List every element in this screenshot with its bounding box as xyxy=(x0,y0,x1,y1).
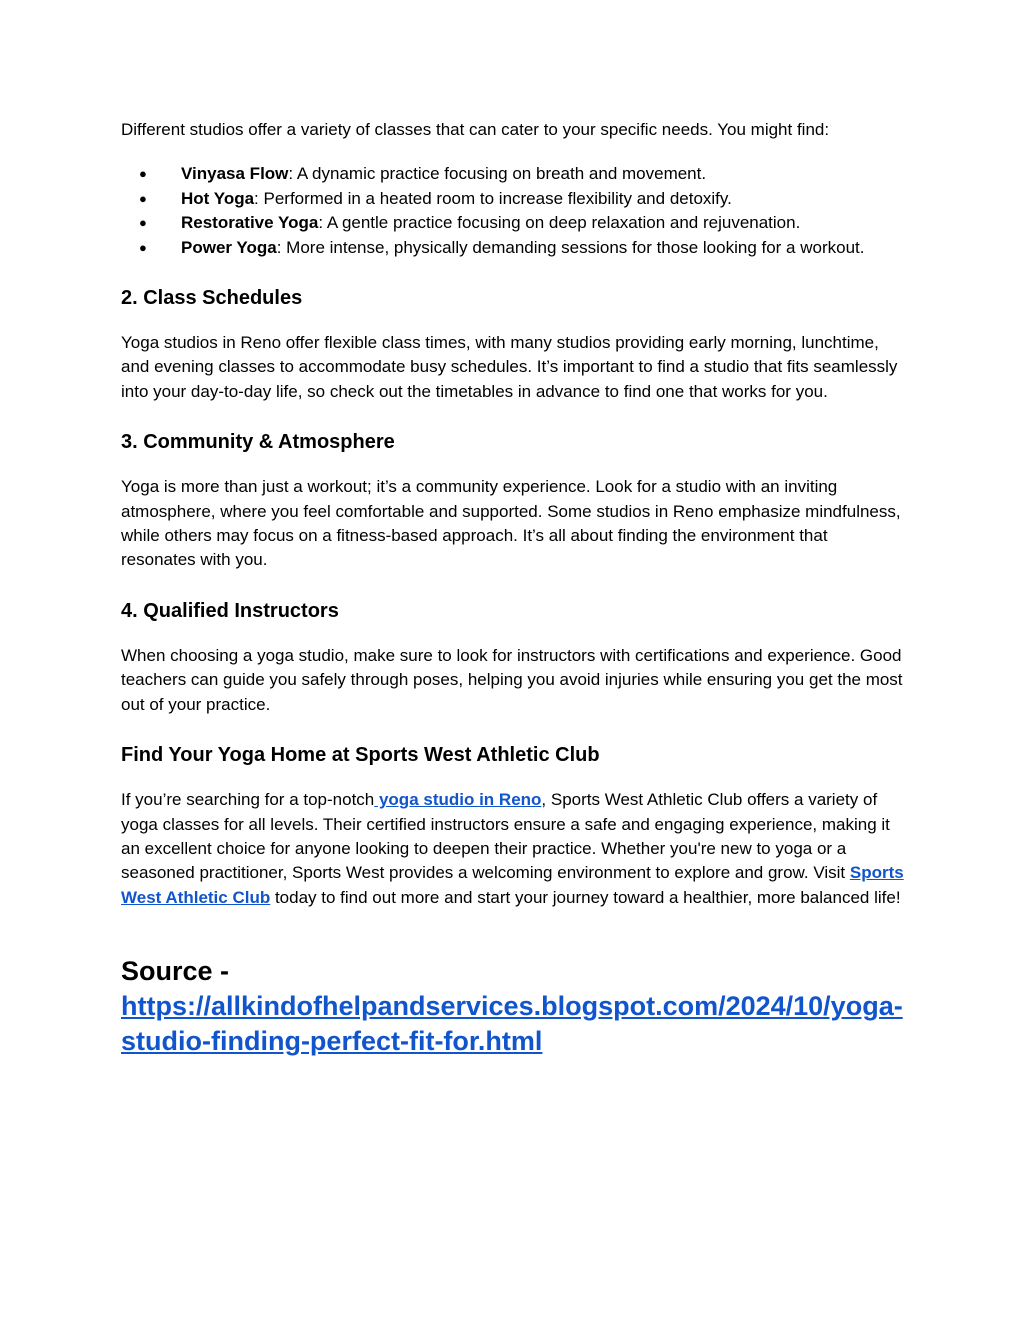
class-type-name: Vinyasa Flow xyxy=(181,164,289,184)
class-types-list xyxy=(121,162,906,260)
class-type-name: Restorative Yoga xyxy=(181,213,319,233)
class-type-desc: : A dynamic practice focusing on breath and movement. xyxy=(288,164,707,184)
instructors-heading: 4. Qualified Instructors xyxy=(121,599,339,622)
list-item xyxy=(121,162,906,186)
bullet-icon: ● xyxy=(139,239,147,255)
class-type-name: Power Yoga xyxy=(181,237,277,257)
find-home-heading: Find Your Yoga Home at Sports West Athletic Club xyxy=(121,744,600,767)
list-item xyxy=(121,211,906,235)
source-url-link[interactable]: https://allkindofhelpandservices.blogspot.com/2024/10/yoga-studio-finding-perfect-fit-for.html xyxy=(121,991,903,1057)
find-home-text-3: today to find out more and start your journey toward a healthier, more balanced life! xyxy=(270,887,901,907)
community-heading: 3. Community & Atmosphere xyxy=(121,431,395,454)
intro-paragraph: Different studios offer a variety of classes that can cater to your specific needs. You might find: xyxy=(121,120,830,139)
source-block xyxy=(121,954,906,1059)
instructors-paragraph: When choosing a yoga studio, make sure to look for instructors with certifications and experience. Good teachers can guide you safely through poses, helping you avoid injuries while ensuring you get the most out of your practice. xyxy=(121,645,903,714)
yoga-studio-reno-link[interactable]: yoga studio in Reno xyxy=(374,790,542,810)
class-schedules-paragraph: Yoga studios in Reno offer flexible class times, with many studios providing early morning, lunchtime, and evening classes to accommodate busy schedules. It’s important to find a studio that fits seamlessly into your day-to-day life, so check out the timetables in advance to find one that works for you. xyxy=(121,333,898,401)
class-type-desc: : A gentle practice focusing on deep relaxation and rejuvenation. xyxy=(318,213,801,233)
class-type-name: Hot Yoga xyxy=(181,188,255,208)
community-paragraph: Yoga is more than just a workout; it’s a community experience. Look for a studio with an inviting atmosphere, where you feel comfortable and supported. Some studios in Reno emphasize mindfulness, while others may focus on a fitness-based approach. It’s all about finding the environment that resonates with you. xyxy=(121,477,901,570)
find-home-text-1: If you’re searching for a top-notch xyxy=(121,790,375,810)
list-item xyxy=(121,187,906,211)
sports-west-link[interactable]: Sports West Athletic Club xyxy=(121,863,904,907)
class-type-desc: : More intense, physically demanding sessions for those looking for a workout. xyxy=(276,237,865,257)
list-item xyxy=(121,236,906,260)
document-page xyxy=(121,118,906,1059)
find-home-paragraph xyxy=(121,788,906,910)
class-type-desc: : Performed in a heated room to increase flexibility and detoxify. xyxy=(254,188,732,208)
source-label: Source - xyxy=(121,956,230,987)
find-home-text-2: , Sports West Athletic Club offers a variety of yoga classes for all levels. Their certified instructors ensure a safe and engaging experience, making it an excellent choice for anyone looking to deepen their practice. Whether you're new to yoga or a seasoned practitioner, Sports West provides a welcoming environment to explore and grow. Visit xyxy=(121,790,890,883)
class-schedules-heading: 2. Class Schedules xyxy=(121,287,303,310)
bullet-icon: ● xyxy=(139,190,147,206)
bullet-icon: ● xyxy=(139,166,147,182)
bullet-icon: ● xyxy=(139,215,147,231)
